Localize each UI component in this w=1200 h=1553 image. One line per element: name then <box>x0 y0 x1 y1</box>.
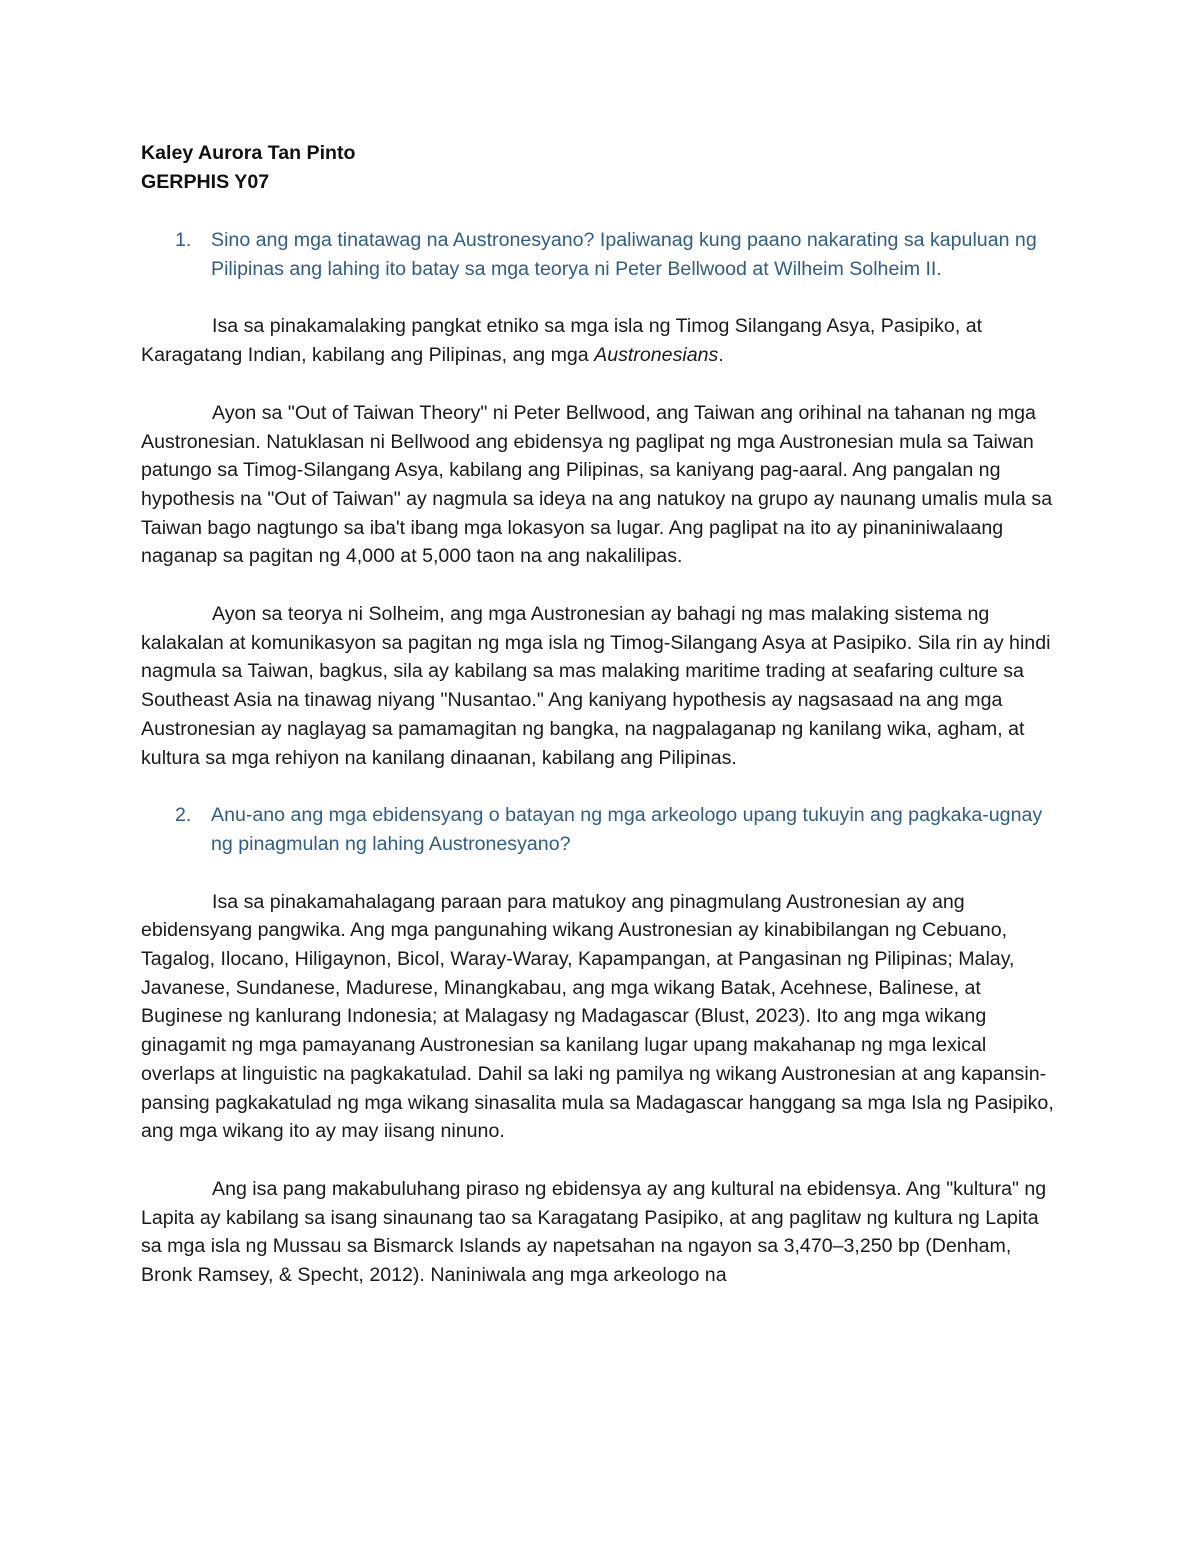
question-1 <box>141 226 1061 283</box>
question-2 <box>141 801 1061 858</box>
question-2-text: Anu-ano ang mga ebidensyang o batayan ng mga arkeologo upang tukuyin ang pagkaka-ugnay ng pinagmulan ng lahing Austronesyano? <box>211 804 1043 855</box>
author-name: Kaley Aurora Tan Pinto <box>141 142 356 164</box>
answer-1-paragraph-1-text: Isa sa pinakamalaking pangkat etniko sa mga isla ng Timog Silangang Asya, Pasipiko, at Karagatang Indian, kabilang ang Pilipinas, ang mga <box>141 315 983 367</box>
answer-2-paragraph-2: Ang isa pang makabuluhang piraso ng ebidensya ay ang kultural na ebidensya. Ang "kultura" ng Lapita ay kabilang sa isang sinaunang tao sa Karagatang Pasipiko, at ang paglitaw ng kultura ng Lapita sa mga isla ng Mussau sa Bismarck Islands ay napetsahan na ngayon sa 3,470–3,250 bp (Denham, Bronk Ramsey, & Specht, 2012). Naniniwala ang mga arkeologo na <box>141 1177 1047 1287</box>
answer-1-paragraph-1-end: . <box>718 344 724 367</box>
answer-1-paragraph-2: Ayon sa "Out of Taiwan Theory" ni Peter Bellwood, ang Taiwan ang orihinal na tahanan ng mga Austronesian. Natuklasan ni Bellwood ang ebidensya ng paglipat ng mga Austronesian mula sa Taiwan patungo sa Timog-Silangang Asya, kabilang ang Pilipinas, sa kaniyang pag-aaral. Ang pangalan ng hypothesis na "Out of Taiwan" ay nagmula sa ideya na ang natukoy na grupo ay naunang umalis mula sa Taiwan bago nagtungo sa iba't ibang mga lokasyon sa lugar. Ang paglipat na ito ay pinaniniwalaang naganap sa pagitan ng 4,000 at 5,000 taon na ang nakalilipas. <box>141 401 1053 568</box>
question-1-number: 1. <box>175 229 192 251</box>
question-2-number: 2. <box>175 804 192 827</box>
austronesians-term: Austronesians <box>594 344 719 367</box>
answer-1-paragraph-1 <box>141 312 1061 369</box>
document-body <box>141 139 1061 1290</box>
course-code: GERPHIS Y07 <box>141 171 270 193</box>
answer-1-paragraph-3: Ayon sa teorya ni Solheim, ang mga Austronesian ay bahagi ng mas malaking sistema ng kalakalan at komunikasyon sa pagitan ng mga isla ng Timog-Silangang Asya at Pasipiko. Sila rin ay hindi nagmula sa Taiwan, bagkus, sila ay kabilang sa mas malaking maritime trading at seafaring culture sa Southeast Asia na tinawag niyang "Nusantao." Ang kaniyang hypothesis ay nagsasaad na ang mga Austronesian ay naglayag sa pamamagitan ng bangka, na nagpalaganap ng kanilang wika, agham, at kultura sa mga rehiyon na kanilang dinaanan, kabilang ang Pilipinas. <box>141 603 1051 769</box>
answer-2-paragraph-1: Isa sa pinakamahalagang paraan para matukoy ang pinagmulang Austronesian ay ang ebidensyang pangwika. Ang mga pangunahing wikang Austronesian ay kinabibilangan ng Cebuano, Tagalog, Ilocano, Hiligaynon, Bicol, Waray-Waray, Kapampangan, at Pangasinan ng Pilipinas; Malay, Javanese, Sundanese, Madurese, Minangkabau, ang mga wikang Batak, Acehnese, Balinese, at Buginese ng kanlurang Indonesia; at Malagasy ng Madagascar (Blust, 2023). Ito ang mga wikang ginagamit ng mga pamayanang Austronesian sa kanilang lugar upang makahanap ng mga lexical overlaps at linguistic na pagkakatulad. Dahil sa laki ng pamilya ng wikang Austronesian at ang kapansin-pansing pagkakatulad ng mga wikang sinasalita mula sa Madagascar hanggang sa mga Isla ng Pasipiko, ang mga wikang ito ay may iisang ninuno. <box>141 890 1054 1143</box>
question-1-text: Sino ang mga tinatawag na Austronesyano? Ipaliwanag kung paano nakarating sa kapuluan ng Pilipinas ang lahing ito batay sa mga teorya ni Peter Bellwood at Wilheim Solheim II. <box>211 229 1037 280</box>
